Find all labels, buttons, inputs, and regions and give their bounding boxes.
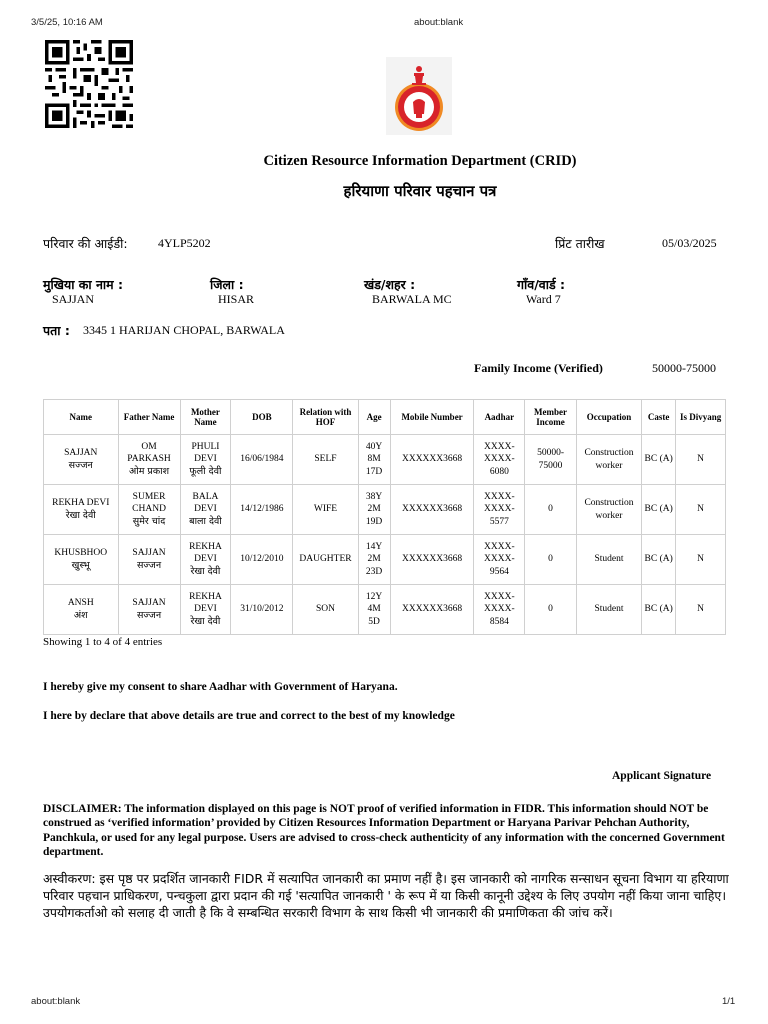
member-name: ANSH [67,598,94,608]
print-footer-url: about:blank [31,996,81,1007]
header-name: Name [44,400,119,435]
table-row [44,535,726,585]
family-income-value: 50000-75000 [652,361,716,375]
table-header-row [44,400,726,435]
member-name: REKHA DEVI [52,498,110,508]
father-name-hindi: सुमेर चांद [132,515,166,527]
cell-name [44,535,119,585]
cell-name [44,585,119,635]
cell-father [118,485,180,535]
header-relation: Relation with HOF [293,400,358,435]
cell-name [44,435,119,485]
address-value: 3345 1 HARIJAN CHOPAL, BARWALA [83,323,285,337]
mother-name-hindi: बाला देवी [189,515,222,527]
cell-dob: 16/06/1984 [231,435,293,485]
header-father-name: Father Name [118,400,180,435]
cell-member-income: 0 [525,585,577,635]
table-row [44,435,726,485]
mother-name: PHULI DEVI [191,441,220,465]
father-name: SAJJAN [132,598,166,608]
mother-name-hindi: रेखा देवी [190,615,221,627]
family-id-label: परिवार की आईडी: [43,236,128,251]
mother-name: REKHA DEVI [189,541,222,565]
member-name-hindi: अंश [73,609,88,621]
header-dob: DOB [231,400,293,435]
cell-mobile: XXXXXX3668 [390,585,474,635]
cell-age: 12Y 4M 5D [358,585,390,635]
mother-name: BALA DEVI [192,491,219,515]
document-title: हरियाणा परिवार पहचान पत्र [343,182,497,200]
cell-mother [180,585,231,635]
cell-father [118,435,180,485]
cell-mobile: XXXXXX3668 [390,535,474,585]
father-name-hindi: ओम प्रकाश [129,465,170,477]
header-divyang: Is Divyang [676,400,726,435]
aadhar-consent-text: I hereby give my consent to share Aadhar with Government of Haryana. [43,681,398,693]
cell-member-income: 0 [525,485,577,535]
cell-caste: BC (A) [642,485,676,535]
cell-divyang: N [676,585,726,635]
haryana-emblem-icon [386,57,452,135]
cell-divyang: N [676,435,726,485]
mother-name: REKHA DEVI [189,591,222,615]
cell-age: 14Y 2M 23D [358,535,390,585]
district-label: जिला : [210,277,244,292]
village-label: गाँव/वार्ड : [517,277,566,292]
member-name-hindi: सज्जन [68,459,93,471]
cell-relation: SON [293,585,358,635]
cell-occupation: Student [576,585,641,635]
member-name: SAJJAN [64,448,98,458]
mother-name-hindi: फूली देवी [189,465,222,477]
cell-mobile: XXXXXX3668 [390,485,474,535]
table-row [44,585,726,635]
head-name-label: मुखिया का नाम : [43,277,123,292]
block-label: खंड/शहर : [364,277,416,292]
family-members-table [43,399,726,635]
disclaimer-hindi: अस्वीकरण: इस पृष्ठ पर प्रदर्शित जानकारी FIDR में सत्यापित जानकारी का प्रमाण नहीं है। इस जानकारी को नागरिक सन्साधन सूचना विभाग या हरियाणा परिवार पहचान प्राधिकरण, पन्चकुला द्वारा प्रदान की गई 'सत्यापित जानकारी ' के रूप में या किसी कानूनी उद्देश्य के लिए उपयोग नहीं किया जाना चाहिए। उपयोगकर्ताओ को सलाह दी जाती है कि वे सम्बन्धित सरकारी विभाग के साथ किसी भी जानकारी की प्रमाणिकता की जांच करें। [43,871,729,920]
cell-age: 40Y 8M 17D [358,435,390,485]
father-name-hindi: सज्जन [136,559,162,571]
village-value: Ward 7 [526,292,561,306]
disclaimer-english: DISCLAIMER: The information displayed on this page is NOT proof of verified information in FIDR. This information should NOT be construed as ‘verified information’ provided by Citizen Resources Information Department or Haryana Parivar Pehchan Authority, Panchkula, or used for any legal purpose. Users are advised to cross-check authenticity of any information with the concerned Government department. [43,803,725,858]
cell-dob: 31/10/2012 [231,585,293,635]
cell-caste: BC (A) [642,585,676,635]
district-value: HISAR [218,292,255,306]
cell-dob: 14/12/1986 [231,485,293,535]
father-name: SAJJAN [132,548,166,558]
head-name-value: SAJJAN [52,292,95,306]
declaration-text: I here by declare that above details are true and correct to the best of my knowledge [43,710,455,722]
cell-mobile: XXXXXX3668 [390,435,474,485]
cell-name [44,485,119,535]
table-row [44,485,726,535]
header-mobile: Mobile Number [390,400,474,435]
qr-code-icon [42,40,136,128]
cell-dob: 10/12/2010 [231,535,293,585]
father-name: OM PARKASH [127,441,171,465]
cell-age: 38Y 2M 19D [358,485,390,535]
cell-aadhar: XXXX-XXXX-9564 [474,535,525,585]
member-name-hindi: खुस्भू [71,559,90,571]
cell-mother [180,485,231,535]
cell-divyang: N [676,535,726,585]
print-date-value: 05/03/2025 [662,236,717,250]
department-title: Citizen Resource Information Department (CRID) [263,153,577,169]
block-value: BARWALA MC [372,292,452,306]
cell-aadhar: XXXX-XXXX-8584 [474,585,525,635]
cell-aadhar: XXXX-XXXX-5577 [474,485,525,535]
cell-member-income: 50000-75000 [525,435,577,485]
print-date-label: प्रिंट तारीख [555,236,605,251]
header-aadhar: Aadhar [474,400,525,435]
family-id-value: 4YLP5202 [158,236,211,250]
cell-mother [180,535,231,585]
header-age: Age [358,400,390,435]
cell-father [118,585,180,635]
cell-father [118,535,180,585]
print-page-count: 1/1 [722,996,736,1007]
cell-caste: BC (A) [642,535,676,585]
cell-relation: SELF [293,435,358,485]
cell-relation: DAUGHTER [293,535,358,585]
member-name: KHUSBHOO [54,548,108,558]
member-name-hindi: रेखा देवी [65,509,96,521]
cell-aadhar: XXXX-XXXX-6080 [474,435,525,485]
father-name: SUMER CHAND [132,491,166,515]
family-income-label: Family Income (Verified) [474,361,603,375]
cell-divyang: N [676,485,726,535]
cell-occupation: Construction worker [576,485,641,535]
cell-mother [180,435,231,485]
address-label: पता : [43,323,70,338]
header-caste: Caste [642,400,676,435]
cell-occupation: Student [576,535,641,585]
print-page-title: about:blank [414,17,464,28]
mother-name-hindi: रेखा देवी [190,565,221,577]
cell-occupation: Construction worker [576,435,641,485]
cell-relation: WIFE [293,485,358,535]
header-occupation: Occupation [576,400,641,435]
header-mother-name: Mother Name [180,400,231,435]
cell-caste: BC (A) [642,435,676,485]
cell-member-income: 0 [525,535,577,585]
print-datetime: 3/5/25, 10:16 AM [31,17,103,28]
header-member-income: Member Income [525,400,577,435]
entries-info: Showing 1 to 4 of 4 entries [43,636,163,648]
applicant-signature-label: Applicant Signature [612,770,712,782]
father-name-hindi: सज्जन [136,609,162,621]
